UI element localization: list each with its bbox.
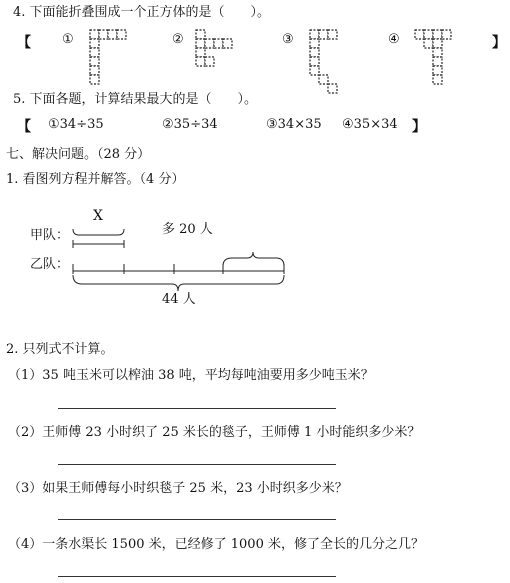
q5-option-1: ①34÷35 — [48, 117, 104, 132]
p2-item-3: （3）如果王师傅每小时织毯子 25 米，23 小时织多少米？ — [8, 481, 348, 496]
q4-bracket-close: 】 — [492, 35, 506, 51]
q5-bracket-close: 】 — [412, 119, 426, 135]
cube-net-option-3 — [310, 30, 337, 93]
line-segment-diagram — [73, 229, 284, 291]
answer-line-3[interactable] — [58, 519, 336, 520]
team-a-brace — [73, 229, 124, 235]
question-4-text: 4. 下面能折叠围成一个正方体的是（ ）。 — [13, 5, 271, 20]
q5-bracket-open: 【 — [17, 119, 31, 135]
q5-option-3: ③34×35 — [266, 117, 322, 132]
cube-net-option-4 — [415, 30, 451, 84]
p2-item-4: （4）一条水渠长 1500 米，已经修了 1000 米，修了全长的几分之几？ — [8, 537, 424, 552]
total-44-label: 44 人 — [162, 292, 196, 307]
q4-option-1-label: ① — [62, 32, 74, 47]
q5-option-2: ②35÷34 — [162, 117, 218, 132]
section-7-title: 七、解决问题。（28 分） — [6, 147, 151, 162]
total-44-brace — [73, 275, 284, 291]
answer-line-2[interactable] — [58, 464, 336, 465]
q4-option-4-label: ④ — [388, 32, 400, 47]
q4-bracket-open: 【 — [17, 35, 31, 51]
question-5-text: 5. 下面各题，计算结果最大的是（ ）。 — [13, 92, 258, 107]
more-20-label: 多 20 人 — [162, 222, 213, 237]
team-a-label: 甲队： — [30, 228, 70, 243]
answer-line-4[interactable] — [58, 576, 336, 577]
team-b-label: 乙队： — [30, 257, 70, 272]
more-20-brace — [223, 252, 284, 266]
cube-net-option-1 — [90, 30, 126, 84]
diagram-x-label: X — [93, 208, 103, 224]
problem-2-text: 2. 只列式不计算。 — [6, 342, 114, 357]
p2-item-1: （1）35 吨玉米可以榨油 38 吨，平均每吨油要用多少吨玉米？ — [8, 368, 374, 383]
q4-option-2-label: ② — [172, 32, 184, 47]
p2-item-2: （2）王师傅 23 小时织了 25 米长的毯子，王师傅 1 小时能织多少米？ — [8, 425, 421, 440]
answer-line-1[interactable] — [58, 408, 336, 409]
q5-option-4: ④35×34 — [342, 117, 398, 132]
cube-net-option-2 — [196, 30, 232, 66]
q4-option-3-label: ③ — [282, 32, 294, 47]
problem-1-text: 1. 看图列方程并解答。（4 分） — [6, 172, 185, 187]
